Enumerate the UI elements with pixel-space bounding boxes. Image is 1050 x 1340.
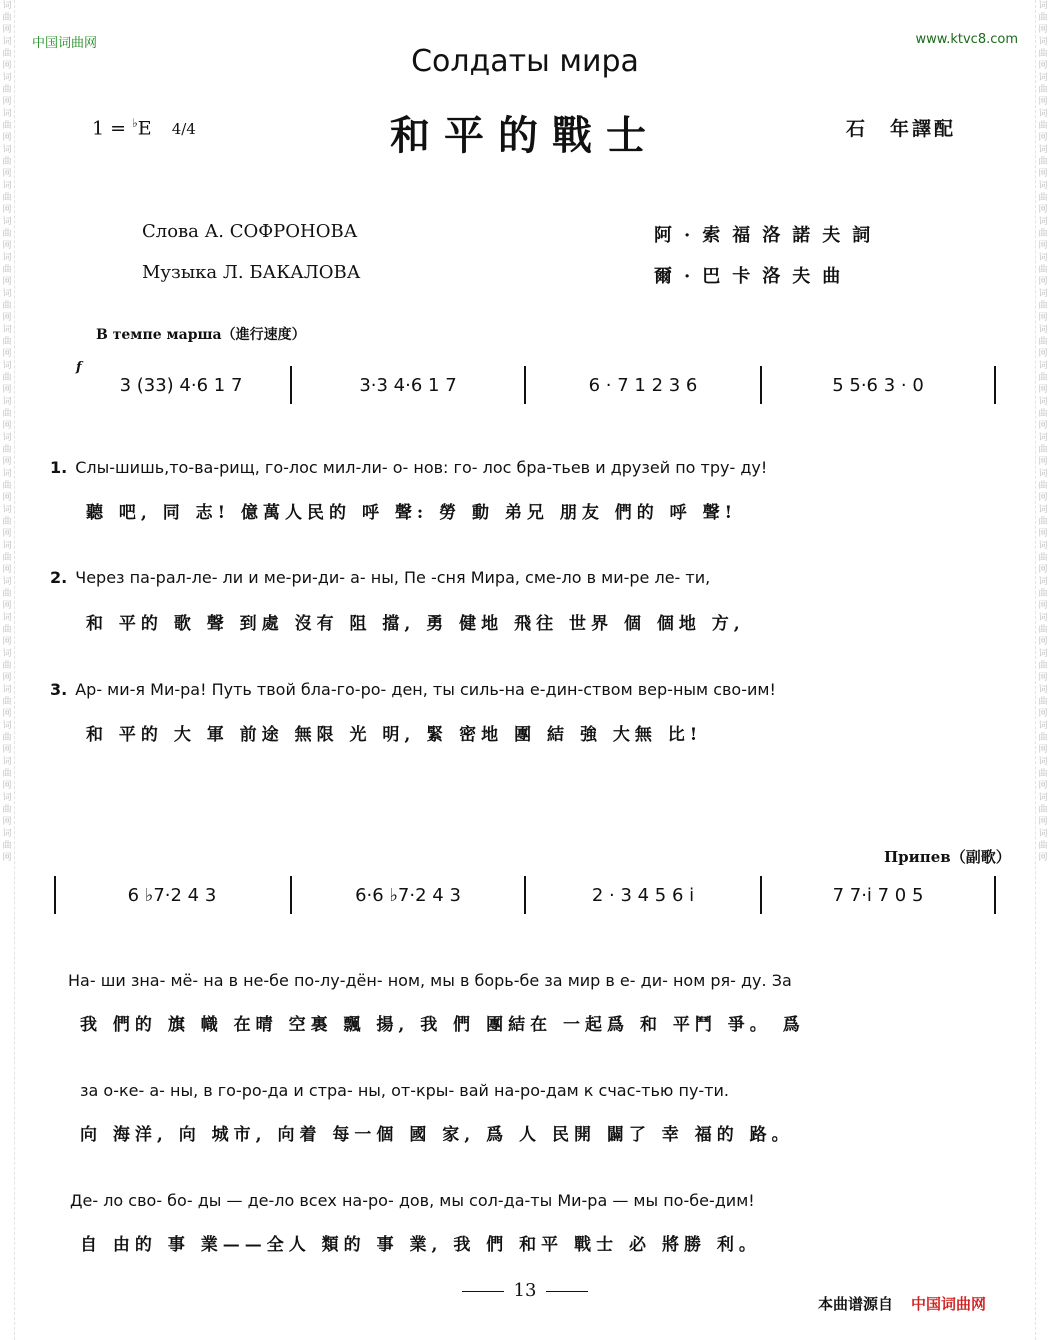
measure-1-2: 3·3 4·6 1 7 (359, 374, 457, 396)
barline (994, 366, 996, 404)
barline (290, 366, 292, 404)
lyricist-zh: 阿·索福洛諾夫詞 (654, 225, 883, 246)
measure-2-3: 2 · 3 4 5 6 i (591, 884, 695, 906)
verse-3-chinese: 和 平的 大 軍 前途 無限 光 明, 緊 密地 團 結 強 大無 比! (86, 725, 703, 745)
composer-zh: 爾·巴卡洛夫曲 (654, 266, 853, 287)
barline (54, 876, 56, 914)
measure-2-1: 6 ♭7·2 4 3 (127, 884, 217, 906)
refrain-3-russian: Де- ло сво- бо- ды — де-ло всех на-ро- дов, мы сол-да-ты Ми-ра — мы по-бе-дим! (70, 1191, 755, 1210)
time-signature: 4/4 (171, 120, 196, 139)
verse-text: Слы-шишь,то-ва-рищ, го-лос мил-ли- о- нов: го- лос бра-тьев и друзей по тру- ду! (75, 458, 768, 477)
watermark-right[interactable]: www.ktvc8.com (915, 32, 1018, 47)
source-label: 本曲谱源自 (818, 1295, 894, 1313)
verse-2-russian (50, 568, 930, 587)
measure-1-3: 6 · 7 1 2 3 6 (588, 374, 698, 396)
side-watermark-right: 词曲网词曲网词曲网词曲网词曲网词曲网词曲网词曲网词曲网词曲网词曲网词曲网词曲网词曲网词曲网词曲网词曲网词曲网词曲网词曲网词曲网词曲网词曲网词曲网 (1035, 0, 1050, 1340)
verse-3-russian (50, 680, 930, 699)
verse-number: 2. (50, 568, 68, 587)
measure-2-2: 6·6 ♭7·2 4 3 (355, 884, 461, 906)
key-signature (92, 116, 196, 139)
key-note: E (137, 117, 152, 140)
side-watermark-left: 词曲网词曲网词曲网词曲网词曲网词曲网词曲网词曲网词曲网词曲网词曲网词曲网词曲网词曲网词曲网词曲网词曲网词曲网词曲网词曲网词曲网词曲网词曲网词曲网 (0, 0, 15, 1340)
barline (524, 876, 526, 914)
barline (760, 366, 762, 404)
lyricist-ru: Слова А. СОФРОНОВА (142, 221, 358, 242)
measure-2-4: 7 7·i 7 0 5 (832, 884, 924, 906)
barline (524, 366, 526, 404)
title-chinese: 和平的戰士 (390, 112, 660, 159)
arranger: 石 年譯配 (846, 118, 957, 140)
verse-2-chinese: 和 平的 歌 聲 到處 沒有 阻 擋, 勇 健地 飛往 世界 個 個地 方, (86, 614, 745, 634)
refrain-3-chinese: 自 由的 事 業——全人 類的 事 業, 我 們 和平 戰士 必 將勝 利。 (80, 1235, 761, 1255)
tempo-marking: В темпе марша（進行速度） (96, 327, 306, 343)
staff-line-2 (54, 876, 1004, 916)
verse-text: Через па-рал-ле- ли и ме-ри-ди- а- ны, Пе -сня Мира, сме-ло в ми-ре ле- ти, (75, 568, 711, 587)
source-credit (818, 1293, 986, 1314)
staff-line-1 (54, 366, 1004, 406)
verse-text: Ар- ми-я Ми-ра! Путь твой бла-го-ро- ден, ты силь-на е-дин-ством вер-ным сво-им! (75, 680, 776, 699)
dynamic-marking: f (76, 360, 82, 375)
composer-ru: Музыка Л. БАКАЛОВА (142, 262, 361, 283)
flat-icon: ♭ (132, 116, 138, 130)
refrain-1-russian: На- ши зна- мё- на в не-бе по-лу-дён- ном, мы в борь-бе за мир в е- ди- ном ря- ду. За (68, 971, 792, 990)
verse-1-chinese: 聽 吧, 同 志! 億萬人民的 呼 聲: 勞 動 弟兄 朋友 們的 呼 聲! (86, 503, 738, 523)
verse-number: 3. (50, 680, 68, 699)
key-prefix: 1 = (92, 117, 133, 140)
barline (290, 876, 292, 914)
barline (760, 876, 762, 914)
watermark-left[interactable]: 中国词曲网 (32, 36, 98, 51)
dash (546, 1291, 588, 1292)
source-site-link[interactable]: 中国词曲网 (911, 1295, 987, 1313)
measure-1-1: 3 (33) 4·6 1 7 (119, 374, 243, 396)
refrain-label: Припев（副歌） (884, 848, 1011, 866)
refrain-2-chinese: 向 海洋, 向 城市, 向着 每一個 國 家, 爲 人 民開 闢了 幸 福的 路。 (80, 1125, 794, 1145)
page-number-text: 13 (513, 1280, 537, 1301)
refrain-1-chinese: 我 們的 旗 幟 在晴 空裏 飄 揚, 我 們 團結在 一起爲 和 平鬥 爭。 爲 (80, 1015, 805, 1035)
barline (994, 876, 996, 914)
refrain-2-russian: за о-ке- а- ны, в го-ро-да и стра- ны, от-кры- вай на-ро-дам к счас-тью пу-ти. (80, 1081, 729, 1100)
verse-number: 1. (50, 458, 68, 477)
title-russian: Солдаты мира (411, 44, 639, 79)
verse-1-russian (50, 458, 930, 477)
measure-1-4: 5 5·6 3 · 0 (832, 374, 924, 396)
dash (462, 1291, 504, 1292)
